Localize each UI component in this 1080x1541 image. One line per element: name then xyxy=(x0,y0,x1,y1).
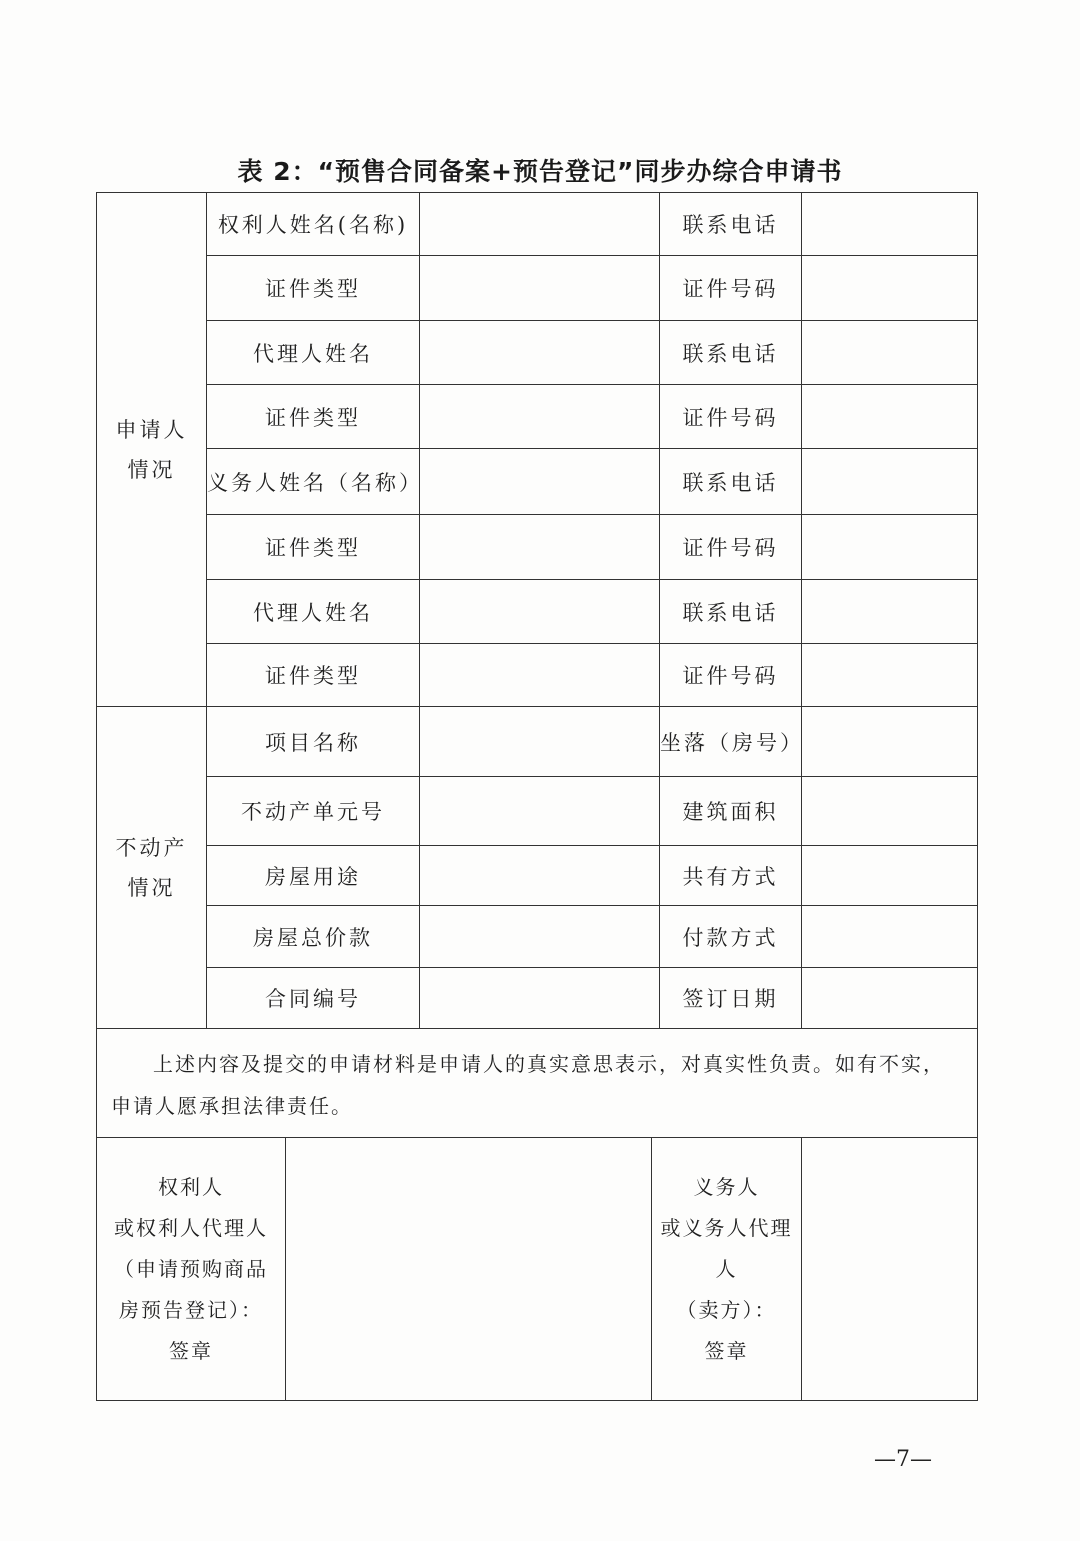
field-label: 建筑面积 xyxy=(660,777,802,846)
signature-label-line: 签章 xyxy=(704,1338,749,1363)
obligor-id-number-input[interactable] xyxy=(802,515,978,580)
rights-holder-agent-name-input[interactable] xyxy=(420,321,660,385)
rights-holder-phone-input[interactable] xyxy=(802,193,978,256)
obligor-agent-id-number-input[interactable] xyxy=(802,644,978,707)
house-usage-input[interactable] xyxy=(420,846,660,906)
applicant-row xyxy=(97,644,978,707)
field-label: 证件号码 xyxy=(660,644,802,707)
applicant-row xyxy=(97,385,978,449)
field-label: 证件类型 xyxy=(207,256,420,321)
field-label: 代理人姓名 xyxy=(207,580,420,644)
field-label: 联系电话 xyxy=(660,193,802,256)
field-label: 义务人姓名（名称） xyxy=(207,449,420,515)
field-label: 权利人姓名(名称) xyxy=(207,193,420,256)
field-label: 证件类型 xyxy=(207,515,420,580)
obligor-agent-phone-input[interactable] xyxy=(802,580,978,644)
obligor-phone-input[interactable] xyxy=(802,449,978,515)
field-label: 证件号码 xyxy=(660,385,802,449)
applicant-section-label xyxy=(97,193,207,707)
field-label: 坐落（房号） xyxy=(660,707,802,777)
property-label-line1: 不动产 xyxy=(115,835,188,860)
field-label: 项目名称 xyxy=(207,707,420,777)
property-unit-number-input[interactable] xyxy=(420,777,660,846)
signature-label-line: 或义务人代理人 xyxy=(660,1215,793,1281)
rights-holder-agent-id-number-input[interactable] xyxy=(802,385,978,449)
rights-holder-agent-phone-input[interactable] xyxy=(802,321,978,385)
property-row xyxy=(97,968,978,1029)
property-row xyxy=(97,707,978,777)
form-title: 表 2：“预售合同备案+预告登记”同步办综合申请书 xyxy=(237,157,843,186)
applicant-row xyxy=(97,580,978,644)
field-label: 联系电话 xyxy=(660,449,802,515)
obligor-signature-box[interactable] xyxy=(802,1138,978,1401)
field-label: 签订日期 xyxy=(660,968,802,1029)
rights-holder-agent-id-type-input[interactable] xyxy=(420,385,660,449)
contract-number-input[interactable] xyxy=(420,968,660,1029)
signature-row xyxy=(97,1138,978,1401)
property-row xyxy=(97,846,978,906)
total-price-input[interactable] xyxy=(420,906,660,968)
field-label: 联系电话 xyxy=(660,580,802,644)
field-label: 付款方式 xyxy=(660,906,802,968)
rights-holder-signature-box[interactable] xyxy=(286,1138,652,1401)
signing-date-input[interactable] xyxy=(802,968,978,1029)
field-label: 代理人姓名 xyxy=(207,321,420,385)
property-label-line2: 情况 xyxy=(127,875,176,900)
applicant-label-line1: 申请人 xyxy=(115,417,188,442)
applicant-label-line2: 情况 xyxy=(127,457,176,482)
property-row xyxy=(97,777,978,846)
field-label: 证件号码 xyxy=(660,515,802,580)
field-label: 证件类型 xyxy=(207,385,420,449)
field-label: 证件类型 xyxy=(207,644,420,707)
field-label: 联系电话 xyxy=(660,321,802,385)
location-input[interactable] xyxy=(802,707,978,777)
field-label: 证件号码 xyxy=(660,256,802,321)
statement-row xyxy=(97,1029,978,1138)
applicant-row xyxy=(97,193,978,256)
property-row xyxy=(97,906,978,968)
obligor-signature-label xyxy=(652,1138,802,1401)
signature-label-line: （申请预购商品 xyxy=(114,1256,268,1281)
applicant-row xyxy=(97,256,978,321)
signature-label-line: 权利人 xyxy=(158,1174,224,1199)
signature-label-line: 房预告登记）： xyxy=(119,1297,263,1322)
obligor-name-input[interactable] xyxy=(420,449,660,515)
field-label: 共有方式 xyxy=(660,846,802,906)
field-label: 房屋总价款 xyxy=(207,906,420,968)
payment-method-input[interactable] xyxy=(802,906,978,968)
application-form-table xyxy=(96,192,978,1401)
applicant-row xyxy=(97,321,978,385)
signature-label-line: 义务人 xyxy=(693,1174,760,1199)
obligor-id-type-input[interactable] xyxy=(420,515,660,580)
applicant-row xyxy=(97,515,978,580)
obligor-agent-id-type-input[interactable] xyxy=(420,644,660,707)
signature-label-line: 签章 xyxy=(169,1338,213,1363)
signature-label-line: 或权利人代理人 xyxy=(114,1215,268,1240)
co-ownership-input[interactable] xyxy=(802,846,978,906)
applicant-row xyxy=(97,449,978,515)
declaration-statement: 上述内容及提交的申请材料是申请人的真实意思表示，对真实性负责。如有不实，申请人愿承担法律责任。 xyxy=(97,1029,978,1138)
rights-holder-id-type-input[interactable] xyxy=(420,256,660,321)
obligor-agent-name-input[interactable] xyxy=(420,580,660,644)
field-label: 合同编号 xyxy=(207,968,420,1029)
rights-holder-id-number-input[interactable] xyxy=(802,256,978,321)
rights-holder-name-input[interactable] xyxy=(420,193,660,256)
project-name-input[interactable] xyxy=(420,707,660,777)
signature-label-line: （卖方）： xyxy=(676,1297,777,1322)
rights-holder-signature-label xyxy=(97,1138,286,1401)
field-label: 不动产单元号 xyxy=(207,777,420,846)
property-section-label xyxy=(97,707,207,1029)
field-label: 房屋用途 xyxy=(207,846,420,906)
page-number: —7— xyxy=(874,1447,932,1472)
building-area-input[interactable] xyxy=(802,777,978,846)
